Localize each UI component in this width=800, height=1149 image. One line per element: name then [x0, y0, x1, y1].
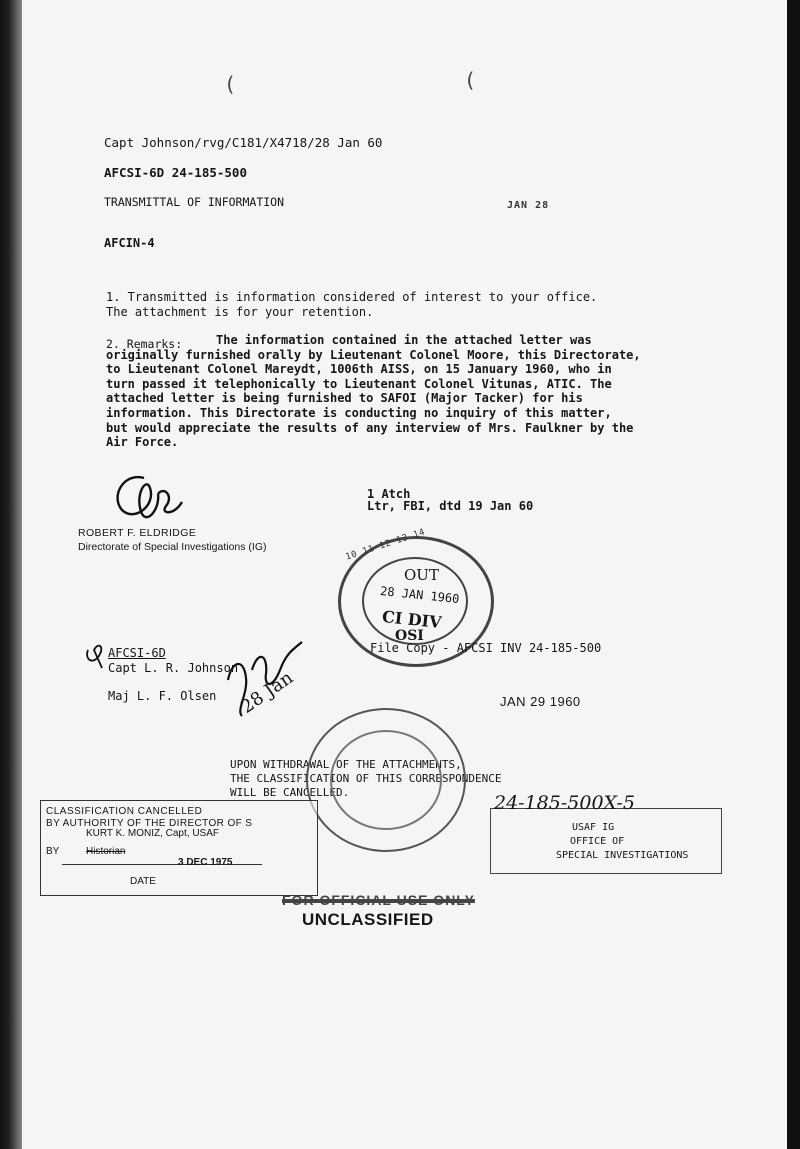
out-stamp-osi: OSI: [395, 628, 424, 644]
classification-authority-label: BY AUTHORITY OF THE DIRECTOR OF S: [46, 818, 253, 829]
file-number: AFCSI-6D 24-185-500: [104, 165, 247, 180]
signer-name: ROBERT F. ELDRIDGE: [78, 527, 197, 539]
classification-by-value: Historian: [86, 846, 126, 857]
addressee: AFCIN-4: [104, 236, 155, 250]
osi-stamp-line-1: USAF IG: [572, 822, 615, 833]
paper-mark: (: [464, 68, 477, 92]
paragraph-1: 1. Transmitted is information considered of interest to your office. The attachment is for your retention.: [106, 290, 598, 319]
signer-title: Directorate of Special Investigations (IG): [78, 541, 267, 553]
osi-stamp-line-2: OFFICE OF: [570, 836, 625, 847]
attachment-item: Ltr, FBI, dtd 19 Jan 60: [367, 499, 534, 513]
originator-line: Capt Johnson/rvg/C181/X4718/28 Jan 60: [104, 135, 383, 150]
classification-title: CLASSIFICATION CANCELLED: [46, 806, 203, 817]
withdrawal-line-2: THE CLASSIFICATION OF THIS CORRESPONDENCE: [230, 772, 502, 785]
classification-date-label: DATE: [130, 876, 156, 887]
classification-authority-name: KURT K. MONIZ, Capt, USAF: [86, 828, 219, 839]
handwritten-initials: [222, 630, 312, 720]
withdrawal-line-1: UPON WITHDRAWAL OF THE ATTACHMENTS,: [230, 758, 462, 771]
remarks-text: The information contained in the attached letter was originally furnished orally by Lieutenant Colonel Moore, this Directorate, to Lieutenant Colonel Mareydt, 1006th AISS, on 15 January 1960, who in turn passed it telephonically to Lieutenant Colonel Vitunas, ATIC. The attached letter is being furnished to SAFOI (Major Tacker) for his information. This Directorate is conducting no inquiry of this matter, but would appreciate the results of any interview of Mrs. Faulkner by the Air Force.: [106, 333, 641, 450]
scan-edge-left: [0, 0, 22, 1149]
scan-edge-right: [787, 0, 800, 1149]
second-stamp-inner: [330, 730, 442, 830]
out-stamp-date: 28 JAN 1960: [379, 583, 460, 607]
received-date: JAN 29 1960: [500, 694, 581, 709]
withdrawal-line-3: WILL BE CANCELLED.: [230, 786, 350, 799]
out-stamp-out: OUT: [404, 566, 439, 584]
out-stamp-ring-numbers: 10 11 12 13 14: [344, 527, 427, 563]
osi-handwritten-number: 24-185-500X-5: [494, 792, 635, 814]
attachment-count: 1 Atch: [367, 487, 411, 501]
osi-stamp-line-3: SPECIAL INVESTIGATIONS: [556, 850, 689, 861]
paper-mark: (: [224, 72, 237, 96]
out-stamp-division: CI DIV: [381, 606, 443, 633]
remarks-label: 2. Remarks:: [106, 337, 183, 351]
date-stamp: JAN 28: [507, 200, 550, 211]
classification-date-value: 3 DEC 1975: [178, 857, 233, 868]
signature-mark: [104, 466, 190, 528]
coordination-line-2: Maj L. F. Olsen: [108, 689, 217, 703]
coordination-line-1: Capt L. R. Johnson: [108, 661, 239, 675]
coordination-office: AFCSI-6D: [108, 646, 166, 660]
struck-marking: FOR OFFICIAL USE ONLY: [282, 892, 475, 908]
subject-line: TRANSMITTAL OF INFORMATION: [104, 195, 285, 209]
file-copy-line: File Copy - AFCSI INV 24-185-500: [370, 641, 602, 655]
classification-by-label: BY: [46, 846, 60, 857]
unclassified-marking: UNCLASSIFIED: [302, 910, 434, 929]
handwritten-date: 28 Jan: [237, 667, 297, 718]
